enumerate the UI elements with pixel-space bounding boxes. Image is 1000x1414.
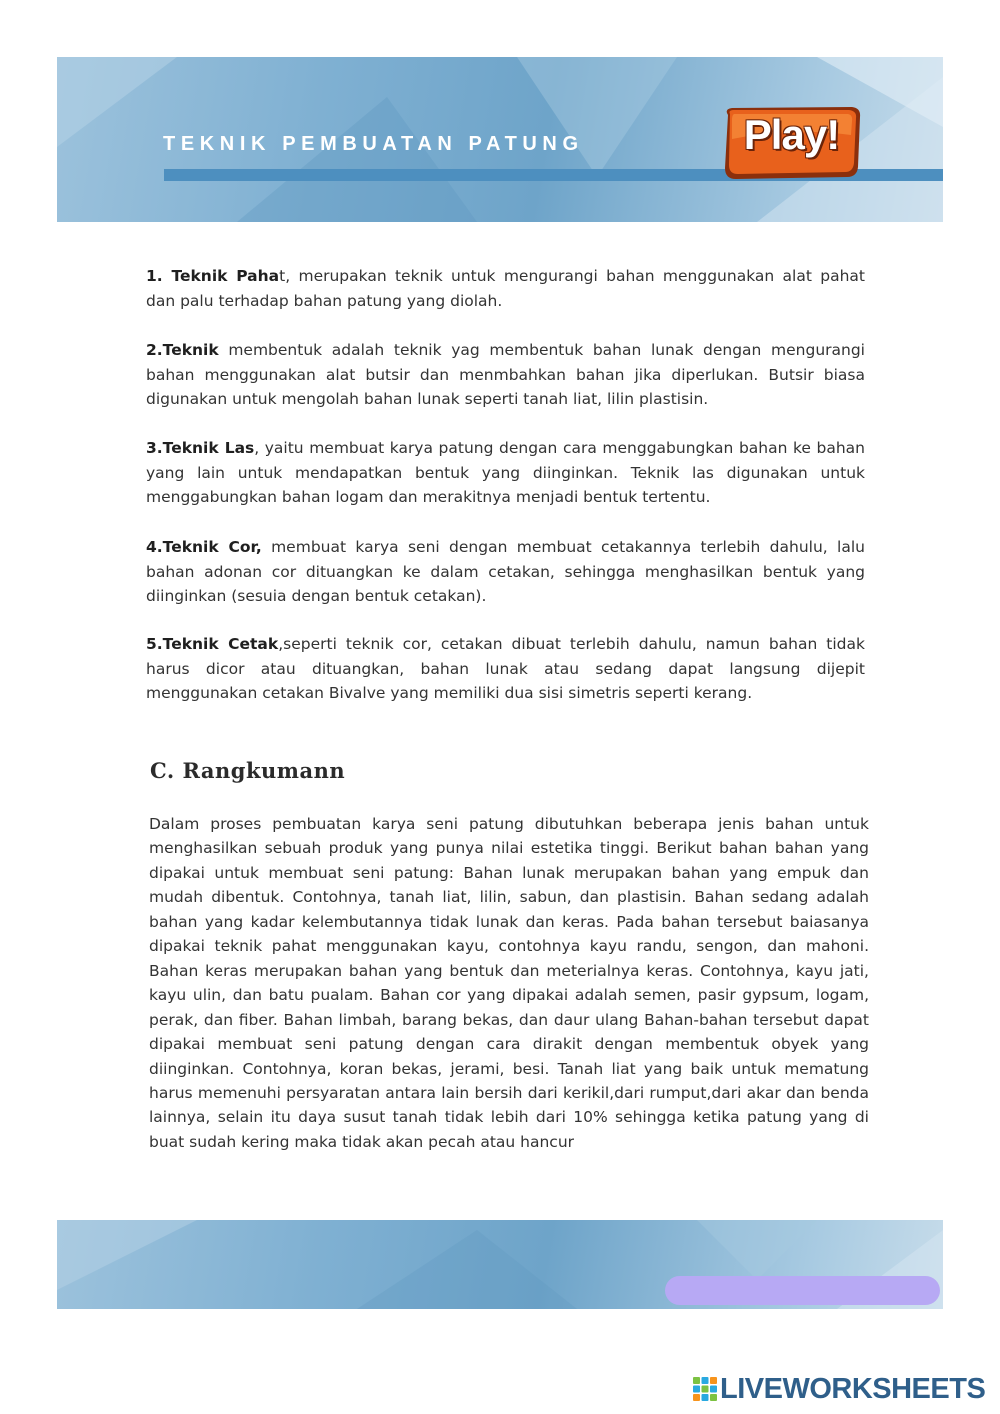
footer-banner [57, 1220, 943, 1309]
list-item-teknik-pahat [146, 264, 865, 313]
item-text: t, merupakan teknik untuk mengurangi bahan menggunakan alat pahat dan palu terhadap bahan patung yang diolah. [146, 267, 865, 310]
summary-body: Dalam proses pembuatan karya seni patung dibutuhkan beberapa jenis bahan untuk menghasilkan sebuah produk yang punya nilai estetika tinggi. Berikut bahan bahan yang dipakai untuk membuat seni patung: Bahan lunak merupakan bahan yang empuk dan mudah dibentuk. Contohnya, tanah liat, lilin, sabun, dan plastisin. Bahan sedang adalah bahan yang kadar kelembutannya tidak lunak dan keras. Pada bahan tersebut baiasanya dipakai teknik pahat menggunakan kayu, contohnya kayu randu, sengon, dan mahoni. Bahan keras merupakan bahan yang bentuk dan meterialnya keras. Contohnya, kayu jati, kayu ulin, dan batu pualam. Bahan cor yang dipakai adalah semen, pasir gypsum, logam, perak, dan fiber. Bahan limbah, barang bekas, dan daur ulang Bahan-bahan tersebut dapat dipakai membuat seni patung dengan cara dirakit dengan membentuk obyek yang diinginkan. Contohnya, koran bekas, jerami, besi. Tanah liat yang baik untuk mematung harus memenuhi persyaratan antara lain bersih dari kerikil,dari rumput,dari akar dan benda lainnya, selain itu daya susut tanah tidak lebih dari 10% sehingga ketika patung yang di buat sudah kering maka tidak akan pecah atau hancur [149, 815, 869, 1151]
item-lead: 2.Teknik [146, 341, 219, 359]
item-text: ,seperti teknik cor, cetakan dibuat terlebih dahulu, namun bahan tidak harus dicor atau dituangkan, bahan lunak atau sedang dapat langsung dijepit menggunakan cetakan Bivalve yang memiliki dua sisi simetris seperti kerang. [146, 635, 865, 702]
answer-input-box[interactable] [665, 1276, 940, 1305]
header-banner [57, 57, 943, 222]
item-text: membentuk adalah teknik yag membentuk bahan lunak dengan mengurangi bahan menggunakan alat butsir dan menmbahkan bahan jika diperlukan. Butsir biasa digunakan untuk mengolah bahan lunak seperti tanah liat, lilin plastisin. [146, 341, 865, 408]
list-item-teknik-las [146, 436, 865, 510]
list-item-teknik-cetak [146, 632, 865, 706]
summary-heading: C. Rangkumann [150, 758, 346, 783]
play-button[interactable] [720, 105, 863, 181]
liveworksheets-icon [693, 1377, 717, 1401]
list-item-teknik-membentuk [146, 338, 865, 412]
liveworksheets-logo [693, 1374, 985, 1404]
item-text: , yaitu membuat karya patung dengan cara menggabungkan bahan ke bahan yang lain untuk mendapatkan bentuk yang diinginkan. Teknik las digunakan untuk menggabungkan bahan logam dan merakitnya menjadi bentuk tertentu. [146, 439, 865, 506]
play-button-label: Play! [743, 111, 840, 158]
item-text: membuat karya seni dengan membuat cetakannya terlebih dahulu, lalu bahan adonan cor dituangkan ke dalam cetakan, sehingga menghasilkan bentuk yang diinginkan (sesuia dengan bentuk cetakan). [146, 538, 865, 605]
item-lead: 1. Teknik Paha [146, 267, 280, 285]
item-lead: 4.Teknik Cor, [146, 538, 262, 556]
item-lead: 5.Teknik Cetak [146, 635, 279, 653]
item-lead: 3.Teknik Las [146, 439, 255, 457]
list-item-teknik-cor [146, 535, 865, 609]
page-title: TEKNIK PEMBUATAN PATUNG [163, 133, 584, 155]
liveworksheets-brand: LIVEWORKSHEETS [720, 1372, 986, 1405]
